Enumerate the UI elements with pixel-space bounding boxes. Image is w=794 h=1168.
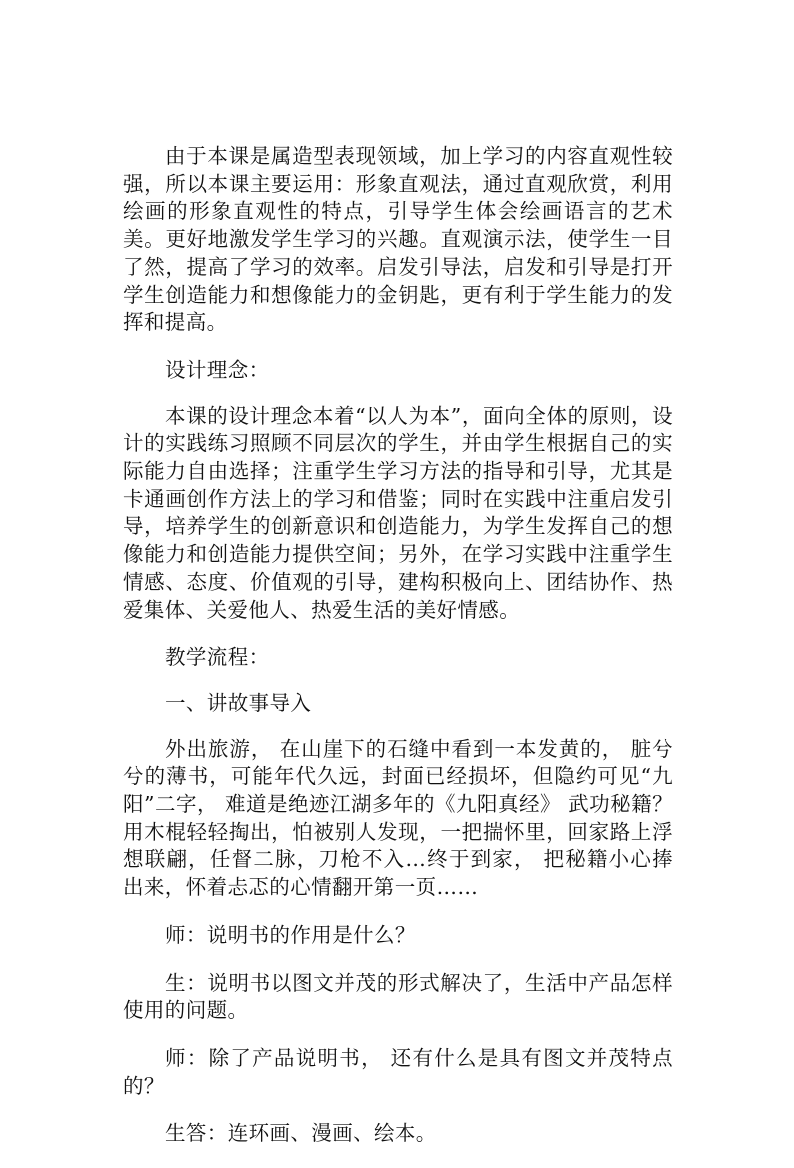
paragraph-story: 外出旅游， 在山崖下的石缝中看到一本发黄的， 脏兮兮的薄书，可能年代久远，封面已经损坏，但隐约可见“九阳”二字， 难道是绝迹江湖多年的《九阳真经》 武功秘籍？ 用木棍轻轻掏出，怕被别人发现，一把揣怀里，回家路上浮想联翩，任督二脉，刀枪不入…终于到家， 把秘籍小心捧出来，怀着忐忑的心情翻开第一页…… xyxy=(123,736,673,900)
dialogue-teacher-2: 师：除了产品说明书， 还有什么是具有图文并茂特点的？ xyxy=(123,1045,673,1098)
heading-teaching-process: 教学流程： xyxy=(165,645,270,670)
paragraph-teaching-methods: 由于本课是属造型表现领域，加上学习的内容直观性较强，所以本课主要运用：形象直观法，通过直观欣赏，利用绘画的形象直观性的特点，引导学生体会绘画语言的艺术美。更好地激发学生学习的兴趣。直观演示法，使学生一目了然，提高了学习的效率。启发引导法，启发和引导是打开学生创造能力和想像能力的金钥匙，更有利于学生能力的发挥和提高。 xyxy=(123,144,673,335)
dialogue-student-2: 生答：连环画、漫画、绘本。 xyxy=(165,1121,437,1146)
document-page xyxy=(123,143,673,1168)
heading-design-concept: 设计理念： xyxy=(165,357,270,382)
heading-story-intro: 一、讲故事导入 xyxy=(165,690,312,715)
dialogue-teacher-1: 师：说明书的作用是什么？ xyxy=(165,922,416,947)
dialogue-student-1: 生：说明书以图文并茂的形式解决了，生活中产品怎样使用的问题。 xyxy=(123,970,673,1023)
paragraph-design-concept: 本课的设计理念本着“以人为本”，面向全体的原则，设计的实践练习照顾不同层次的学生，并由学生根据自己的实际能力自由选择；注重学生学习方法的指导和引导，尤其是卡通画创作方法上的学习和借鉴；同时在实践中注重启发引导，培养学生的创新意识和创造能力，为学生发挥自己的想像能力和创造能力提供空间；另外，在学习实践中注重学生情感、态度、价值观的引导，建构积极向上、团结协作、热爱集体、关爱他人、热爱生活的美好情感。 xyxy=(123,403,673,622)
